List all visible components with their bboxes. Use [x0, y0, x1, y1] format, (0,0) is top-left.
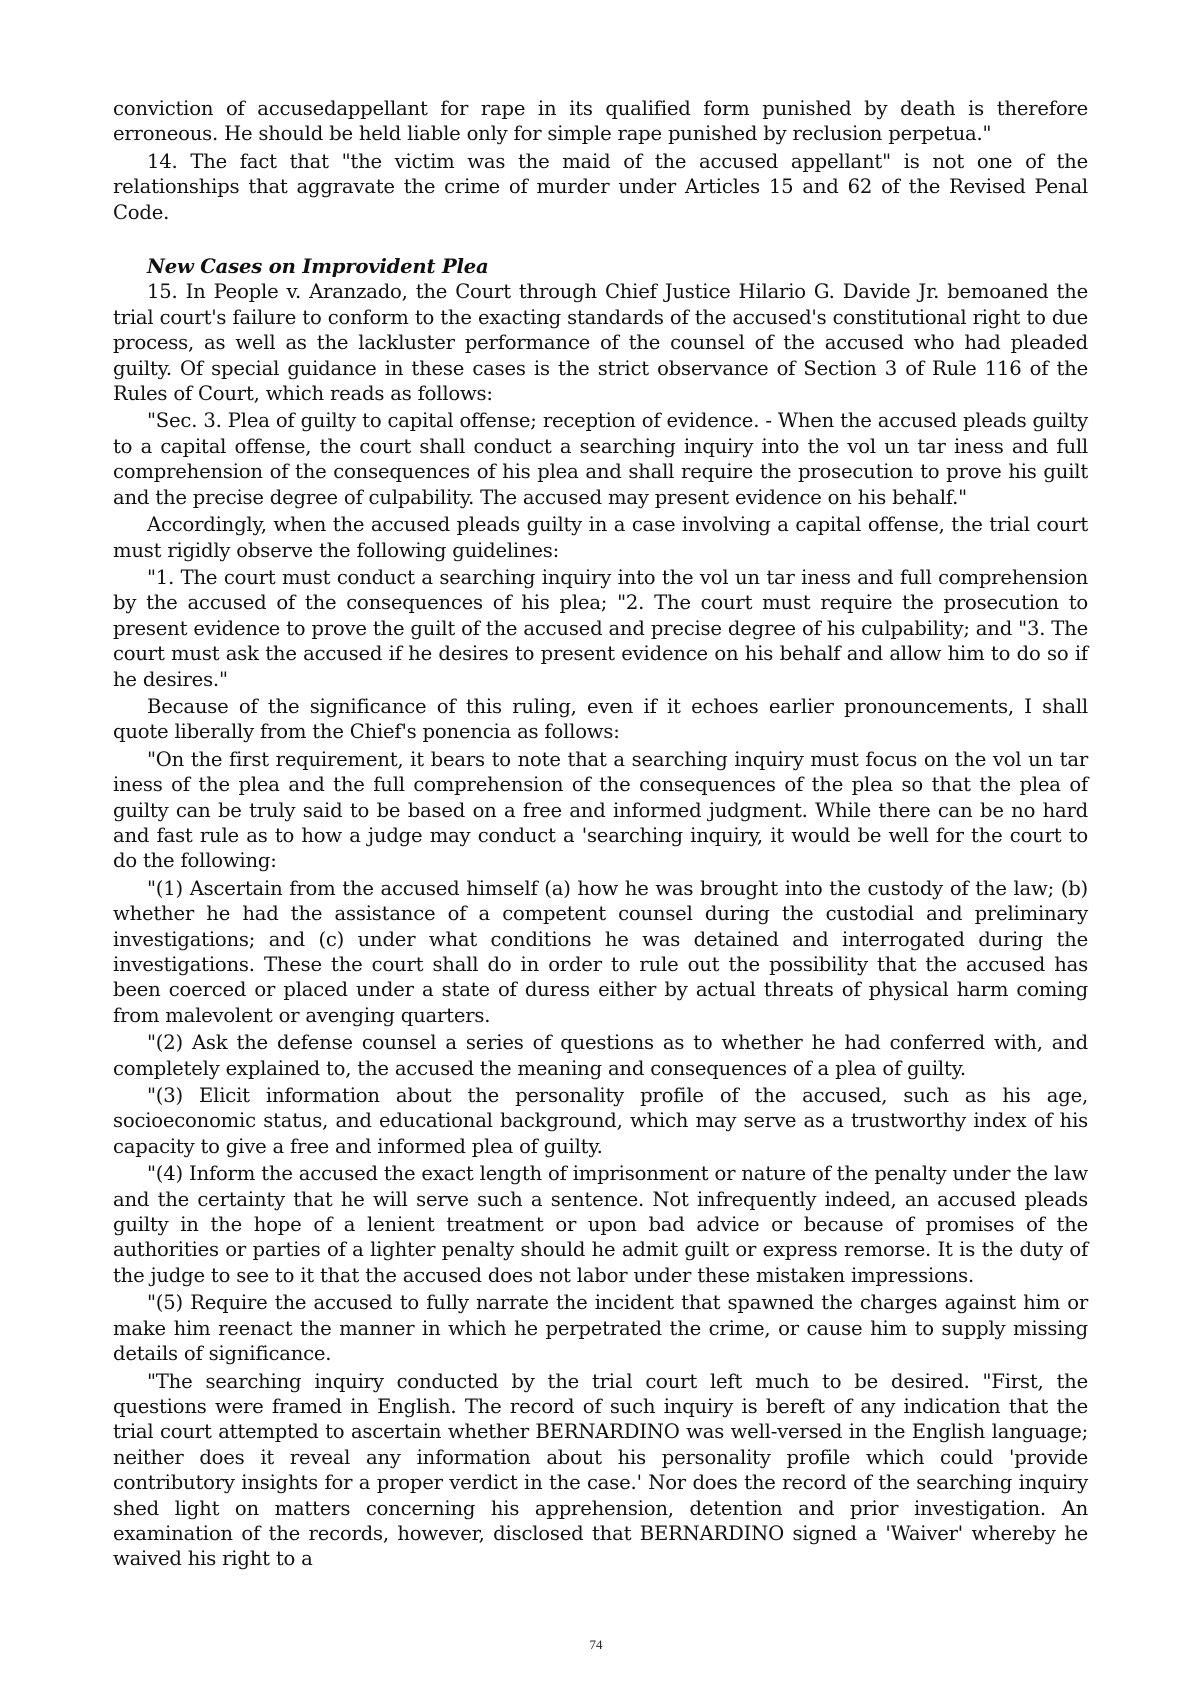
paragraph-significance: Because of the significance of this ruling, even if it echoes earlier pronouncements, I shall quote liberally from the Chief's ponencia as follows:	[113, 694, 1088, 744]
document-body	[113, 96, 1088, 1574]
quoted-rule-sec3: "Sec. 3. Plea of guilty to capital offense; reception of evidence. - When the accused pleads guilty to a capital offense, the court shall conduct a searching inquiry into the vol un tar iness and full comprehension of the consequences of his plea and shall require the prosecution to prove his guilt and the precise degree of culpability. The accused may present evidence on his behalf."	[113, 409, 1088, 509]
quoted-guidelines: "1. The court must conduct a searching inquiry into the vol un tar iness and full comprehension by the accused of the consequences of his plea; "2. The court must require the prosecution to present evidence to prove the guilt of the accused and precise degree of his culpability; and "3. The court must ask the accused if he desires to present evidence on his behalf and allow him to do so if he desires."	[113, 565, 1088, 691]
paragraph-15: 15. In People v. Aranzado, the Court through Chief Justice Hilario G. Davide Jr. bemoaned the trial court's failure to conform to the exacting standards of the accused's constitutional right to due process, as well as the lackluster performance of the counsel of the accused who had pleaded guilty. Of special guidance in these cases is the strict observance of Section 3 of Rule 116 of the Rules of Court, which reads as follows:	[113, 280, 1088, 406]
quoted-item-2: "(2) Ask the defense counsel a series of questions as to whether he had conferred with, and completely explained to, the accused the meaning and consequences of a plea of guilty.	[113, 1031, 1088, 1080]
quoted-item-4: "(4) Inform the accused the exact length of imprisonment or nature of the penalty under the law and the certainty that he will serve such a sentence. Not infrequently indeed, an accused pleads guilty in the hope of a lenient treatment or upon bad advice or because of promises of the authorities or parties of a lighter penalty should he admit guilt or express remorse. It is the duty of the judge to see to it that the accused does not labor under these mistaken impressions.	[113, 1162, 1088, 1287]
quoted-item-3: "(3) Elicit information about the personality profile of the accused, such as his age, socioeconomic status, and educational background, which may serve as a trustworthy index of his capacity to give a free and informed plea of guilty.	[113, 1084, 1088, 1158]
quoted-item-1: "(1) Ascertain from the accused himself (a) how he was brought into the custody of the law; (b) whether he had the assistance of a competent counsel during the custodial and preliminary investigations; and (c) under what conditions he was detained and interrogated during the investigations. These the court shall do in order to rule out the possibility that the accused has been coerced or placed under a state of duress either by actual threats of physical harm coming from malevolent or avenging quarters.	[113, 876, 1088, 1027]
section-heading: New Cases on Improvident Plea	[147, 255, 489, 279]
page-number: 74	[589, 1637, 603, 1652]
paragraph-continuation: conviction of accusedappellant for rape in its qualified form punished by death is therefore erroneous. He should be held liable only for simple rape punished by reclusion perpetua."	[113, 97, 1088, 146]
paragraph-guidelines-intro: Accordingly, when the accused pleads guilty in a case involving a capital offense, the trial court must rigidly observe the following guidelines:	[113, 513, 1088, 562]
quoted-item-5: "(5) Require the accused to fully narrate the incident that spawned the charges against him or make him reenact the manner in which he perpetrated the crime, or cause him to supply missing details of significance.	[113, 1291, 1088, 1366]
quoted-first-requirement: "On the first requirement, it bears to note that a searching inquiry must focus on the vol un tar iness of the plea and the full comprehension of the consequences of the plea so that the plea of guilty can be truly said to be based on a free and informed judgment. While there can be no hard and fast rule as to how a judge may conduct a 'searching inquiry, it would be well for the court to do the following:	[113, 747, 1088, 873]
quoted-searching-inquiry: "The searching inquiry conducted by the trial court left much to be desired. "First, the questions were framed in English. The record of such inquiry is bereft of any indication that the trial court attempted to ascertain whether BERNARDINO was well-versed in the English language; neither does it reveal any information about his personality profile which could 'provide contributory insights for a proper verdict in the case.' Nor does the record of the searching inquiry shed light on matters concerning his apprehension, detention and prior investigation. An examination of the records, however, disclosed that BERNARDINO signed a 'Waiver' whereby he waived his right to a	[113, 1369, 1088, 1571]
paragraph-14: 14. The fact that "the victim was the maid of the accused appellant" is not one of the relationships that aggravate the crime of murder under Articles 15 and 62 of the Revised Penal Code.	[113, 149, 1088, 224]
